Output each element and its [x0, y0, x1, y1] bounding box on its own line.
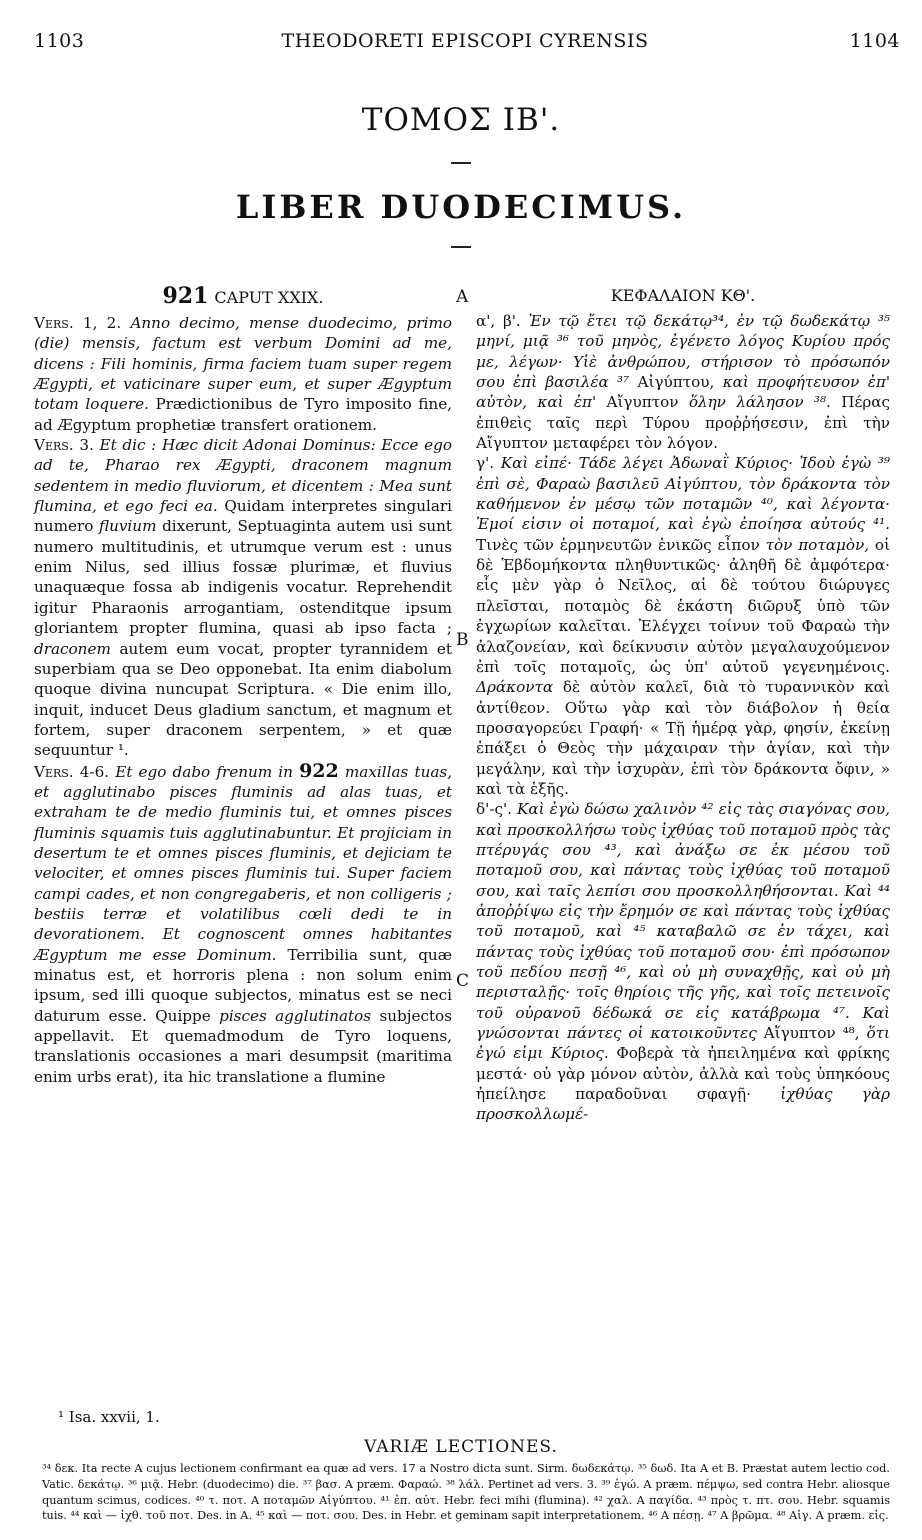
scripture-text-upright: Αἴγυπτον — [606, 393, 679, 412]
variant-readings: ³⁴ δεκ. Ita recte A cujus lectionem confirmant ea quæ ad vers. 17 a Nostro dicta sunt. Sirm. δωδεκάτῳ. ³⁵ δωδ. Ita A et B. Præstat autem lectio cod. Vatic. δεκάτῳ. ³⁶ μιᾷ. Hebr. (duodecimo) die. ³⁷ βασ. A præm. Φαραώ. ³⁸ λάλ. Pertinet ad vers. 3. ³⁹ ἐγώ. A præm. πέμψω, sed contra Hebr. aliosque quantum scimus, codices. ⁴⁰ τ. ποτ. A ποταμῶν Αἰγύπτου. ⁴¹ ἐπ. αὐτ. Hebr. feci mihi (flumina). ⁴² χαλ. A παγίδα. ⁴³ πρὸς τ. πτ. σου. Hebr. squamis tuis. ⁴⁴ καὶ — ἰχθ. τοῦ ποτ. Des. in A. ⁴⁵ καὶ — ποτ. σου. Des. in Hebr. et geminam sapit interpretationem. ⁴⁶ A πέσῃ. ⁴⁷ A βρῶμα. ⁴⁸ Αἰγ. A præm. εἰς. — [42, 1462, 890, 1523]
commentary-text: Prædictionibus de Tyro imposito fine, ad Ægyptum prophetiæ transfert orationem. — [34, 395, 453, 434]
verse-paragraph — [34, 761, 452, 1088]
scripture-text: maxillas tuas, et agglutinabo pisces fluminis ad alas tuas, et extraham te de medio fluminis tui, et omnes pisces fluminis squamis tuis agglutinabuntur. Et projiciam in desertum te et omnes pisces fluminis, et dejiciam te velociter, et omnes pisces fluminis tui. Super faciem campi cades, et non congregaberis, et non colligeris ; bestiis terræ et volatilibus cœli dedi te in devorationem. Et cognoscent omnes habitantes Ægyptum me esse Dominum. — [34, 762, 453, 964]
page-number: 922 — [299, 759, 339, 782]
scripture-text: ἰχθύας γὰρ προσκολλωμέ- — [476, 1085, 891, 1124]
margin-marker-c: C — [456, 971, 470, 991]
commentary-text: Φοβερὰ τὰ ἠπειλημένα καὶ φρίκης μεστά· οὐ γὰρ μόνον αὐτὸν, ἀλλὰ καὶ τοὺς ὑπηκόους ἠπείλησε παραδοῦναι σφαγῇ· — [476, 1044, 890, 1104]
margin-marker-a: A — [456, 287, 469, 307]
quoted-word: τὸν ποταμὸν, — [765, 535, 870, 554]
commentary-text: autem eum vocat, propter tyrannidem et superbiam qua se Deo opponebat. Ita enim diabolum quoque divina nuncupat Scriptura. « Die enim illo, inquit, inducet Deus gladium sanctum, et magnum et fortem, super draconem serpentem, » et quæ sequuntur ¹. — [34, 639, 452, 760]
commentary-text: Πέρας ἐπιθεὶς ταῖς περὶ Τύρου προῤῥήσεσιν, ἐπὶ τὴν Αἴγυπτον μεταφέρει τὸν λόγον. — [476, 393, 891, 453]
verse-paragraph — [34, 313, 452, 435]
variae-lectiones-title: VARIÆ LECTIONES. — [364, 1437, 558, 1457]
margin-marker-b: B — [456, 630, 469, 650]
right-column-number: 1104 — [849, 30, 900, 52]
scripture-text: καὶ προφήτευσον ἐπ' αὐτὸν, καὶ ἐπ' — [476, 373, 890, 412]
verse-ref: 3. — [79, 436, 94, 455]
commentary-text: dixerunt, Septuaginta autem usi sunt numero multitudinis, et utrumque verum est : unus enim Nilus, sed illius fossæ plurimæ, et fluvius unaquæque fossa ab indigenis vocatur. Reprehendit igitur Pharaonis arrogantiam, ostenditque ipsum gloriantem propter flumina, quasi ab ipso facta ; — [34, 517, 453, 638]
scripture-text-upright: Αἴγυπτον ⁴⁸, — [763, 1024, 860, 1043]
liber-heading: LIBER DUODECIMUS. — [235, 188, 687, 226]
verse-ref: γ'. — [476, 454, 495, 473]
verse-ref: 1, 2. — [82, 314, 122, 332]
quoted-word: fluvium — [98, 517, 157, 536]
verse-ref: 4-6. — [79, 762, 110, 781]
scripture-text: Ἐν τῷ ἔτει τῷ δεκάτῳ³⁴, ἐν τῷ δωδεκάτῳ ³⁵ μηνί, μιᾷ ³⁶ τοῦ μηνὸς, ἐγένετο λόγος Κυρίου πρός με, λέγων· Υἱὲ ἀνθρώπου, στήρισον τὸ πρόσωπόν σου ἐπὶ βασιλέα ³⁷ — [476, 312, 891, 392]
running-title: THEODORETI EPISCOPI CYRENSIS — [281, 30, 649, 52]
page-number: 921 — [162, 283, 209, 309]
quoted-word: pisces agglutinatos — [219, 1006, 372, 1025]
latin-column — [34, 283, 453, 1087]
scripture-text: Et dic : Hæc dicit Adonai Dominus: Ecce ego ad te, Pharao rex Ægypti, draconem magnum sedentem in medio fluviorum, et dicentem : Mea sunt flumina, et ego feci ea. — [34, 436, 452, 516]
kephalaion-heading: ΚΕΦΑΛΑΙΟΝ ΚΘ'. — [610, 286, 756, 305]
verse-paragraph — [476, 453, 890, 799]
commentary-text: Τινὲς τῶν ἑρμηνευτῶν ἑνικῶς εἶπον — [476, 535, 760, 554]
caput-title: CAPUT XXIX. — [214, 288, 324, 307]
left-column-number: 1103 — [34, 30, 85, 52]
scripture-text: Et ego dabo frenum in — [115, 762, 293, 781]
commentary-text: Terribilia sunt, quæ minatus est, et horroris plena : non solum enim ipsum, sed illi quoque subjectos, minatus est se neci daturum esse. Quippe — [34, 945, 452, 1025]
commentary-text: οἱ δὲ Ἑβδομήκοντα πληθυντικῶς· ἀληθῆ δὲ ἀμφότερα· εἷς μὲν γὰρ ὁ Νεῖλος, αἱ δὲ τούτου διώρυγες πλεῖσται, ποταμὸς δὲ ἑκάστη διῶρυξ ὑπὸ τῶν ἐγχωρίων καλεῖται. Ἐλέγχει τοίνυν τοῦ Φαραὼ τὴν ἀλαζονείαν, καὶ δείκνυσιν αὐτὸν μεγαλαυχούμενον ἐπὶ τοῖς ποταμοῖς, ὡς ὑπ' αὐτοῦ γεγενημένοις. — [476, 535, 891, 676]
commentary-text: Quidam interpretes singulari numero — [34, 497, 453, 536]
scripture-text: ὅτι ἐγώ εἰμι Κύριος. — [476, 1024, 891, 1063]
quoted-word: Δράκοντα — [476, 678, 554, 697]
heading-divider — [451, 246, 471, 248]
verse-label: Vers. — [34, 762, 74, 781]
scripture-text: ὅλην λάλησον ³⁸. — [688, 393, 831, 412]
scripture-text-upright: Αἰγύπτου, — [637, 373, 715, 392]
verse-paragraph — [34, 435, 452, 761]
quoted-word: draconem — [34, 639, 111, 658]
greek-column — [476, 286, 890, 1125]
running-head — [30, 30, 900, 60]
commentary-text: δὲ αὐτὸν καλεῖ, διὰ τὸ τυραννικὸν καὶ ἀντίθεον. Οὕτω γὰρ καὶ τὸν διάβολον ἡ θεία προσαγορεύει Γραφή· « Τῇ ἡμέρᾳ γὰρ, φησίν, ἐκείνῃ ἐπάξει ὁ Θεὸς τὴν μάχαιραν τὴν ἁγίαν, καὶ τὴν μεγάλην, καὶ τὴν ἰσχυρὰν, ἐπὶ τὸν δράκοντα ὄφιν, » καὶ τὰ ἑξῆς. — [476, 678, 891, 798]
verse-label: Vers. — [34, 436, 74, 455]
verse-ref: δ'-ς'. — [476, 800, 512, 819]
verse-paragraph — [476, 799, 890, 1125]
verse-paragraph — [476, 311, 890, 453]
caput-heading — [34, 283, 452, 309]
commentary-text: subjectos appellavit. Et quemadmodum de Tyro loquens, translationis occasiones a mari desumpsit (maritima enim urbs erat), ita hic translatione a flumine — [34, 1006, 452, 1086]
verse-ref: α', β'. — [476, 312, 521, 330]
scripture-text: Καὶ εἰπέ· Τάδε λέγει Ἀδωναῒ Κύριος· Ἰδοὺ ἐγὼ ³⁹ ἐπὶ σὲ, Φαραὼ βασιλεῦ Αἰγύπτου, τὸν δράκοντα τὸν καθήμενον ἐν μέσῳ τῶν ποταμῶν ⁴⁰, καὶ λέγοντα· Ἐμοί εἰσιν οἱ ποταμοί, καὶ ἐγὼ ἐποίησα αὐτούς ⁴¹. — [476, 454, 891, 534]
scripture-text: Anno decimo, mense duodecimo, primo (die) mensis, factum est verbum Domini ad me, dicens : Fili hominis, firma faciem tuam super regem Ægypti, et vaticinare super eum, et super Ægyptum totam loquere. — [34, 314, 453, 414]
tomos-heading: ΤΟΜΟΣ ΙΒ'. — [361, 102, 561, 138]
scripture-text: Καὶ ἐγὼ δώσω χαλινὸν ⁴² εἰς τὰς σιαγόνας σου, καὶ προσκολλήσω τοὺς ἰχθύας τοῦ ποταμοῦ πρὸς τὰς πτέρυγάς σου ⁴³, καὶ ἀνάξω σε ἐκ μέσου τοῦ ποταμοῦ σου, καὶ πάντας τοὺς ἰχθύας τοῦ ποταμοῦ σου, καὶ ταῖς λεπίσι σου προσκολληθήσονται. Καὶ ⁴⁴ ἀποῤῥίψω εἰς τὴν ἔρημόν σε καὶ πάντας τοὺς ἰχθύας τοῦ ποταμοῦ, καὶ ⁴⁵ καταβαλῶ σε ἐν τάχει, καὶ πάντας τοὺς ἰχθύας τοῦ ποταμοῦ σου· ἐπὶ πρόσωπον τοῦ πεδίου πεσῇ ⁴⁶, καὶ οὐ μὴ συναχθῇς, καὶ οὐ μὴ περισταλῇς· τοῖς θηρίοις τῆς γῆς, καὶ τοῖς πετεινοῖς τοῦ οὐρανοῦ δέδωκά σε εἰς κατάβρωμα ⁴⁷. Καὶ γνώσονται πάντες οἱ κατοικοῦντες — [476, 800, 890, 1043]
heading-divider — [451, 162, 471, 164]
verse-label: Vers. — [34, 314, 74, 332]
footnote: ¹ Isa. xxvii, 1. — [58, 1408, 160, 1426]
